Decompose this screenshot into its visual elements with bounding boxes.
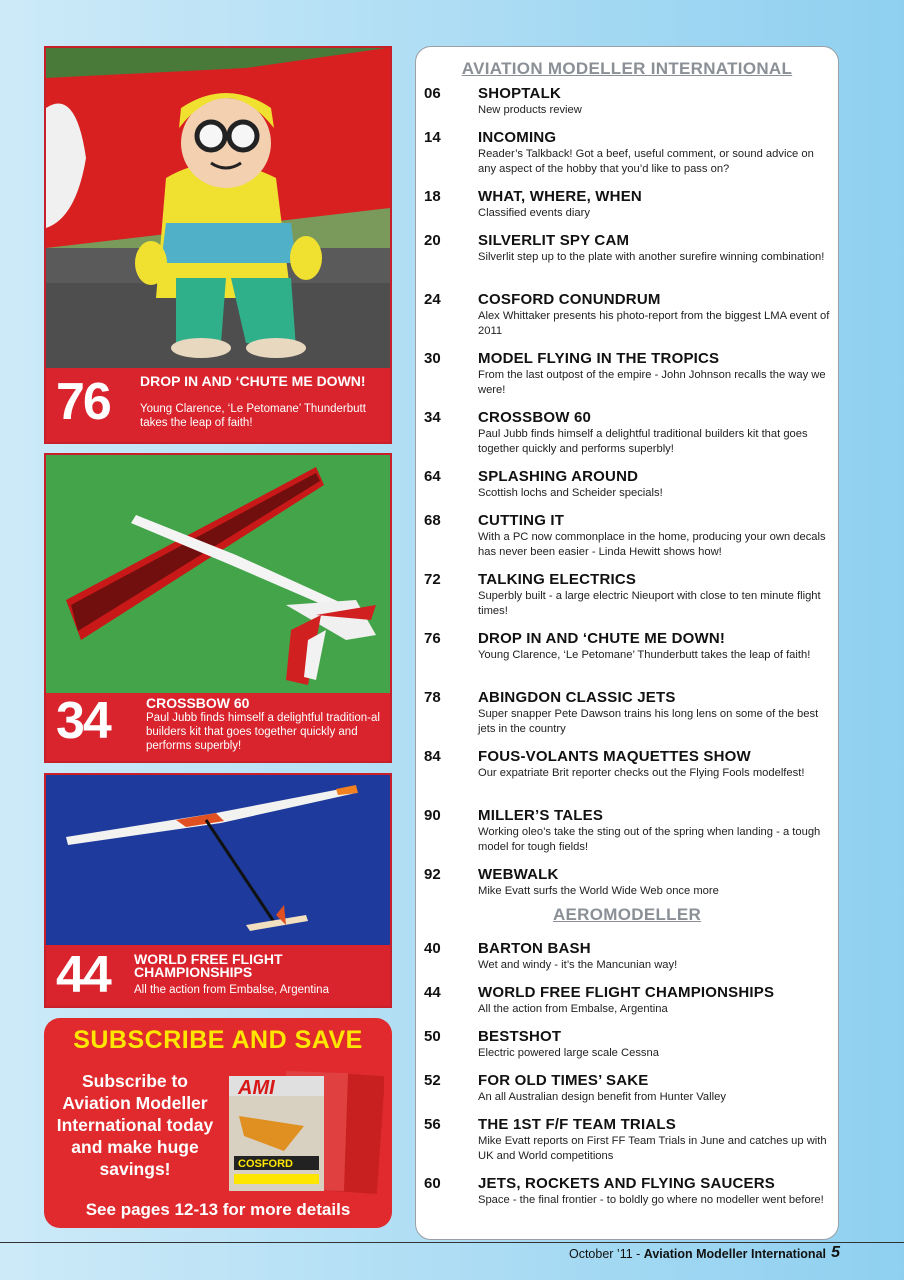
entry-description: Paul Jubb finds himself a delightful traditional builders kit that goes together quickly and performs superbly! [478, 428, 808, 455]
feature-title: WORLD FREE FLIGHT CHAMPIONSHIPS [134, 951, 283, 980]
entry-description: Alex Whittaker presents his photo-report from the biggest LMA event of 2011 [478, 310, 830, 337]
footer-magazine: Aviation Modeller International [643, 1247, 826, 1261]
entry-title: FOR OLD TIMES’ SAKE [478, 1072, 649, 1089]
feature-title: DROP IN AND ‘CHUTE ME DOWN! [140, 373, 366, 389]
entry-page-number: 50 [424, 1028, 441, 1045]
entry-description: Young Clarence, ‘Le Petomane’ Thunderbutt takes the leap of faith! [478, 649, 811, 661]
feature-text: Young Clarence, ‘Le Petomane’ Thunderbutt takes the leap of faith! [140, 403, 366, 429]
entry-description: Scottish lochs and Scheider specials! [478, 487, 663, 499]
section-heading-ami: AVIATION MODELLER INTERNATIONAL [461, 59, 793, 78]
entry-title: BESTSHOT [478, 1028, 562, 1045]
entry-title: MILLER’S TALES [478, 807, 604, 824]
footer-divider [0, 1242, 904, 1243]
magazine-cover-text: COSFORD [238, 1158, 293, 1170]
contents-panel [415, 46, 839, 1240]
entry-title: SPLASHING AROUND [478, 468, 639, 485]
entry-page-number: 92 [424, 866, 441, 883]
entry-description: Space - the final frontier - to boldly go where no modeller went before! [478, 1194, 824, 1206]
entry-page-number: 72 [424, 571, 441, 588]
entry-description: New products review [478, 104, 582, 116]
entry-title: ABINGDON CLASSIC JETS [478, 689, 676, 706]
feature-card-44[interactable] [44, 773, 392, 1008]
subscribe-title: SUBSCRIBE AND SAVE [73, 1026, 363, 1054]
entry-description: With a PC now commonplace in the home, producing your own decals has never been easier - Linda Hewitt shows how! [478, 531, 826, 558]
entry-description: Electric powered large scale Cessna [478, 1047, 659, 1059]
entry-title: DROP IN AND ‘CHUTE ME DOWN! [478, 630, 726, 647]
entry-description: From the last outpost of the empire - John Johnson recalls the way we were! [478, 369, 826, 396]
feature-caption [46, 366, 390, 442]
feature-text: Paul Jubb finds himself a delightful tradition-al builders kit that goes together quickly and performs superbly! [146, 712, 380, 752]
subscribe-body: Subscribe to Aviation Modeller International today and make huge savings! [56, 1071, 214, 1179]
entry-description: Reader’s Talkback! Got a beef, useful comment, or sound advice on any aspect of the hobby that you’d like to pass on? [478, 148, 814, 175]
feature-text: All the action from Embalse, Argentina [134, 984, 329, 996]
entry-page-number: 24 [424, 291, 441, 308]
entry-page-number: 60 [424, 1175, 441, 1192]
mascot-photo-image [46, 48, 390, 368]
feature-title: CROSSBOW 60 [146, 695, 250, 711]
entry-title: TALKING ELECTRICS [478, 571, 637, 588]
page-number: 5 [831, 1244, 840, 1261]
entry-title: WHAT, WHERE, WHEN [478, 188, 642, 205]
entry-title: CUTTING IT [478, 512, 565, 529]
entry-page-number: 68 [424, 512, 441, 529]
entry-title: FOUS-VOLANTS MAQUETTES SHOW [478, 748, 751, 765]
entry-description: Classified events diary [478, 207, 590, 219]
entry-description: Mike Evatt reports on First FF Team Trials in June and catches up with UK and World competitions [478, 1135, 827, 1162]
feature-card-34[interactable] [44, 453, 392, 763]
entry-page-number: 18 [424, 188, 441, 205]
feature-photo-glider [46, 455, 390, 693]
entry-title: SHOPTALK [478, 85, 561, 102]
entry-page-number: 84 [424, 748, 441, 765]
footer-date: October ’11 - [568, 1247, 644, 1261]
entry-description: Mike Evatt surfs the World Wide Web once more [478, 885, 719, 897]
entry-title: JETS, ROCKETS AND FLYING SAUCERS [478, 1175, 775, 1192]
entry-page-number: 64 [424, 468, 441, 485]
feature-caption [46, 689, 390, 761]
magazine-covers-image [224, 1066, 384, 1196]
feature-card-76[interactable] [44, 46, 392, 444]
subscribe-footer[interactable]: See pages 12-13 for more details [85, 1200, 351, 1219]
freeflight-photo-image [46, 775, 390, 945]
entry-page-number: 40 [424, 940, 441, 957]
section-heading-aeromodeller: AEROMODELLER [552, 905, 702, 924]
entry-description: Our expatriate Brit reporter checks out the Flying Fools modelfest! [478, 767, 805, 779]
glider-photo-image [46, 455, 390, 693]
entry-title: WEBWALK [478, 866, 559, 883]
entry-page-number: 76 [424, 630, 441, 647]
entry-page-number: 90 [424, 807, 441, 824]
entry-page-number: 44 [424, 984, 441, 1001]
feature-photo-mascot [46, 48, 390, 368]
entry-title: BARTON BASH [478, 940, 591, 957]
entry-title: THE 1ST F/F TEAM TRIALS [478, 1116, 676, 1133]
entry-page-number: 52 [424, 1072, 441, 1089]
entry-page-number: 14 [424, 129, 441, 146]
entry-description: Super snapper Pete Dawson trains his long lens on some of the best jets in the country [478, 708, 819, 735]
entry-page-number: 06 [424, 85, 441, 102]
entry-title: WORLD FREE FLIGHT CHAMPIONSHIPS [478, 984, 775, 1001]
entry-title: CROSSBOW 60 [478, 409, 592, 426]
feature-page-number: 76 [56, 373, 110, 431]
feature-photo-freeflight [46, 775, 390, 945]
page-footer [569, 1247, 826, 1261]
entry-description: Superbly built - a large electric Nieuport with close to ten minute flight times! [478, 590, 821, 617]
subscribe-box[interactable] [44, 1018, 392, 1228]
magazine-logo-text: AMI [238, 1077, 275, 1099]
feature-page-number: 34 [56, 692, 110, 750]
entry-description: An all Australian design benefit from Hunter Valley [478, 1091, 726, 1103]
entry-page-number: 34 [424, 409, 441, 426]
entry-page-number: 20 [424, 232, 441, 249]
entry-description: Wet and windy - it’s the Mancunian way! [478, 959, 678, 971]
entry-title: MODEL FLYING IN THE TROPICS [478, 350, 720, 367]
entry-title: SILVERLIT SPY CAM [478, 232, 630, 249]
entry-description: Working oleo’s take the sting out of the spring when landing - a tough model for tough fields! [478, 826, 821, 853]
entry-page-number: 78 [424, 689, 441, 706]
entry-description: Silverlit step up to the plate with another surefire winning combination! [478, 251, 825, 263]
feature-caption [46, 945, 390, 1006]
feature-page-number: 44 [56, 946, 110, 1004]
entry-title: INCOMING [478, 129, 557, 146]
entry-title: COSFORD CONUNDRUM [478, 291, 661, 308]
entry-page-number: 30 [424, 350, 441, 367]
entry-description: All the action from Embalse, Argentina [478, 1003, 668, 1015]
entry-page-number: 56 [424, 1116, 441, 1133]
